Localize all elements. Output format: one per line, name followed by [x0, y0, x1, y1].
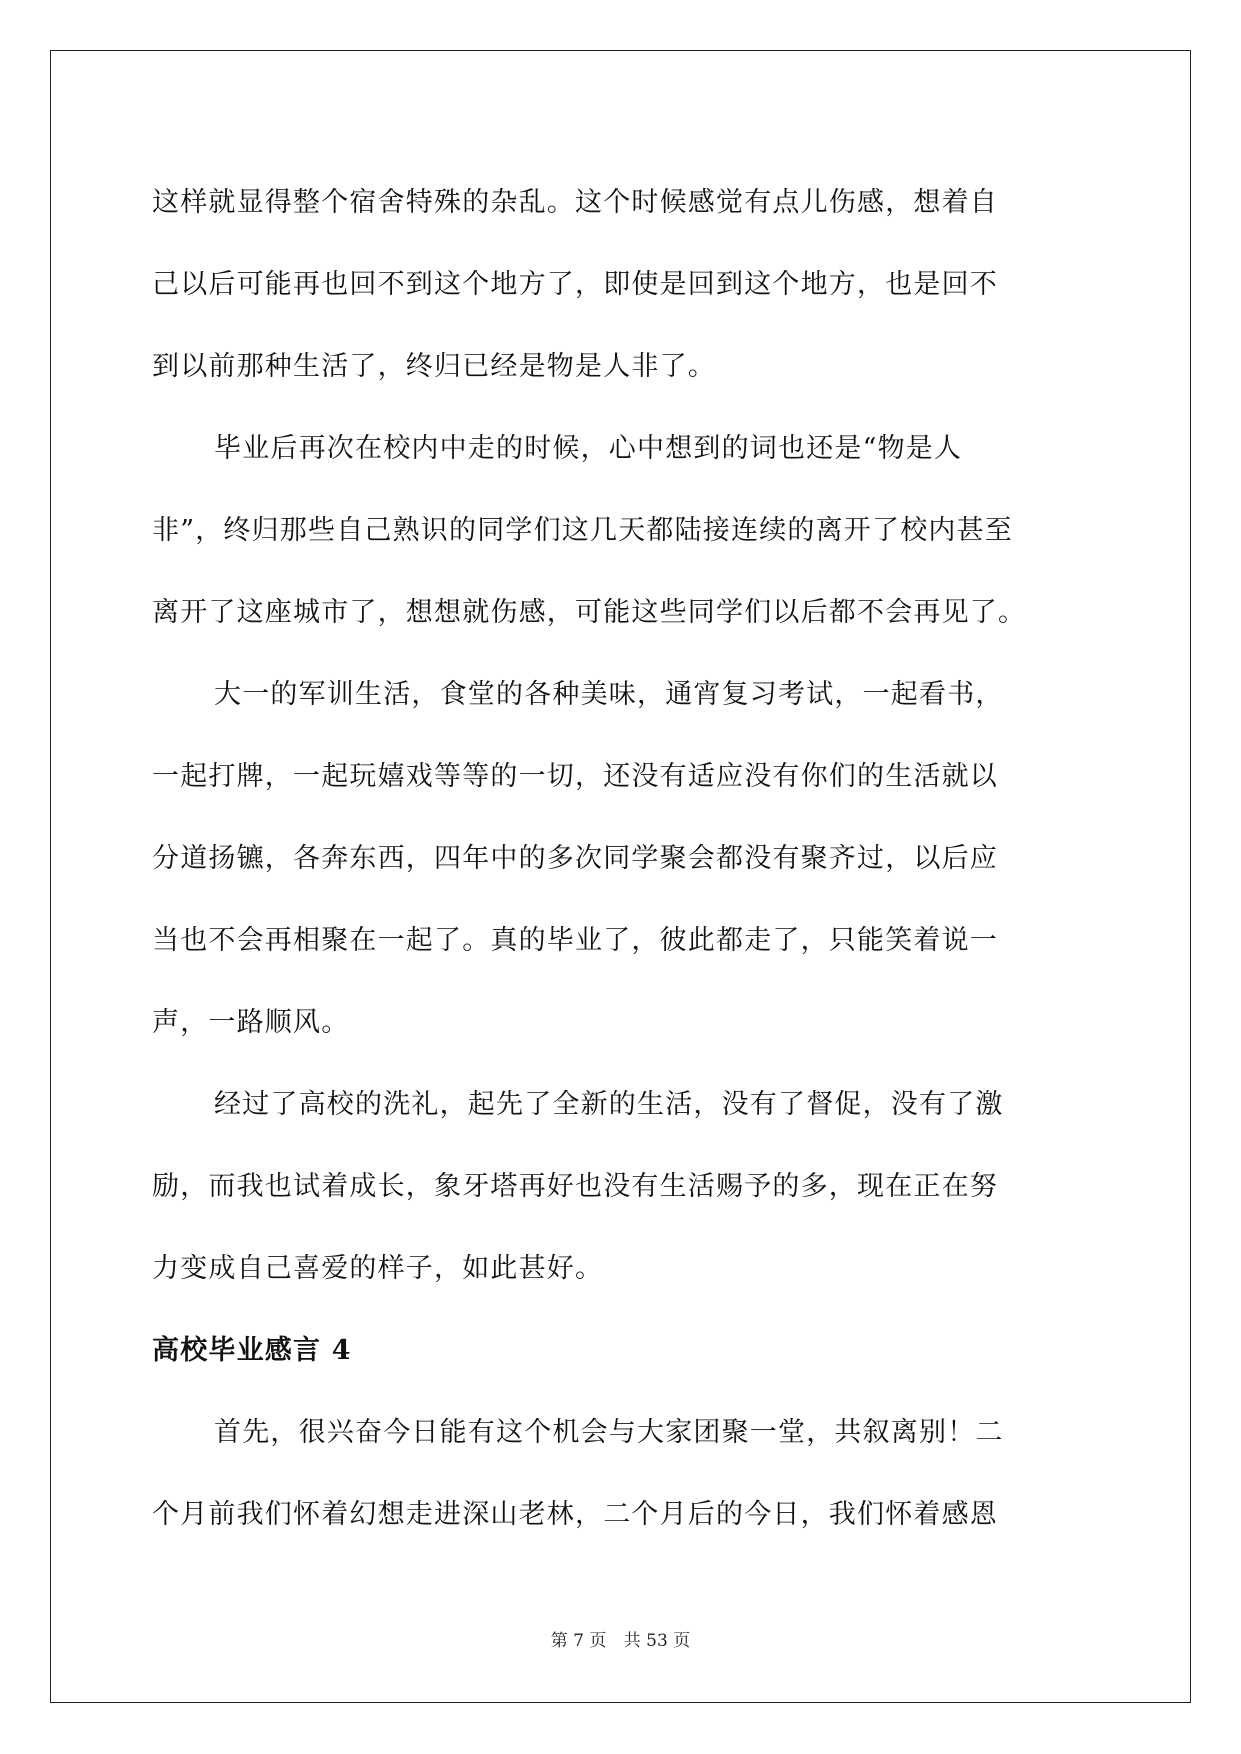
text-line: 力变成自己喜爱的样子，如此甚好。 [152, 1253, 604, 1284]
text-line: 非”，终归那些自己熟识的同学们这几天都陆接连续的离开了校内甚至 [152, 515, 1014, 546]
text-line: 声，一路顺风。 [152, 1007, 350, 1038]
document-body [152, 162, 1092, 1556]
page-total: 共 53 页 [623, 1631, 691, 1651]
paragraph-4 [152, 1064, 1092, 1310]
text-line: 励，而我也试着成长，象牙塔再好也没有生活赐予的多，现在正在努 [152, 1171, 998, 1202]
text-line: 当也不会再相聚在一起了。真的毕业了，彼此都走了，只能笑着说一 [152, 925, 998, 956]
section-heading: 高校毕业感言 4 [152, 1335, 352, 1366]
paragraph-5 [152, 1392, 1092, 1556]
paragraph-3 [152, 654, 1092, 1064]
text-line: 离开了这座城市了，想想就伤感，可能这些同学们以后都不会再见了。 [152, 597, 1027, 628]
text-line: 个月前我们怀着幻想走进深山老林，二个月后的今日，我们怀着感恩 [152, 1499, 998, 1530]
text-line: 大一的军训生活，食堂的各种美味，通宵复习考试，一起看书， [214, 679, 1004, 710]
text-line: 一起打牌，一起玩嬉戏等等的一切，还没有适应没有你们的生活就以 [152, 761, 998, 792]
page-footer [0, 1626, 1241, 1651]
text-line: 首先，很兴奋今日能有这个机会与大家团聚一堂，共叙离别！二 [214, 1417, 1004, 1448]
paragraph-1 [152, 162, 1092, 408]
text-line: 到以前那种生活了，终归已经是物是人非了。 [152, 351, 716, 382]
text-line: 己以后可能再也回不到这个地方了，即使是回到这个地方，也是回不 [152, 269, 998, 300]
text-line: 毕业后再次在校内中走的时候，心中想到的词也还是“物是人 [214, 433, 963, 464]
text-line: 这样就显得整个宿舍特殊的杂乱。这个时候感觉有点儿伤感，想着自 [152, 187, 998, 218]
text-line: 分道扬镳，各奔东西，四年中的多次同学聚会都没有聚齐过，以后应 [152, 843, 998, 874]
text-line: 经过了高校的洗礼，起先了全新的生活，没有了督促，没有了激 [214, 1089, 1004, 1120]
page-number: 第 7 页 [550, 1631, 607, 1651]
paragraph-2 [152, 408, 1092, 654]
